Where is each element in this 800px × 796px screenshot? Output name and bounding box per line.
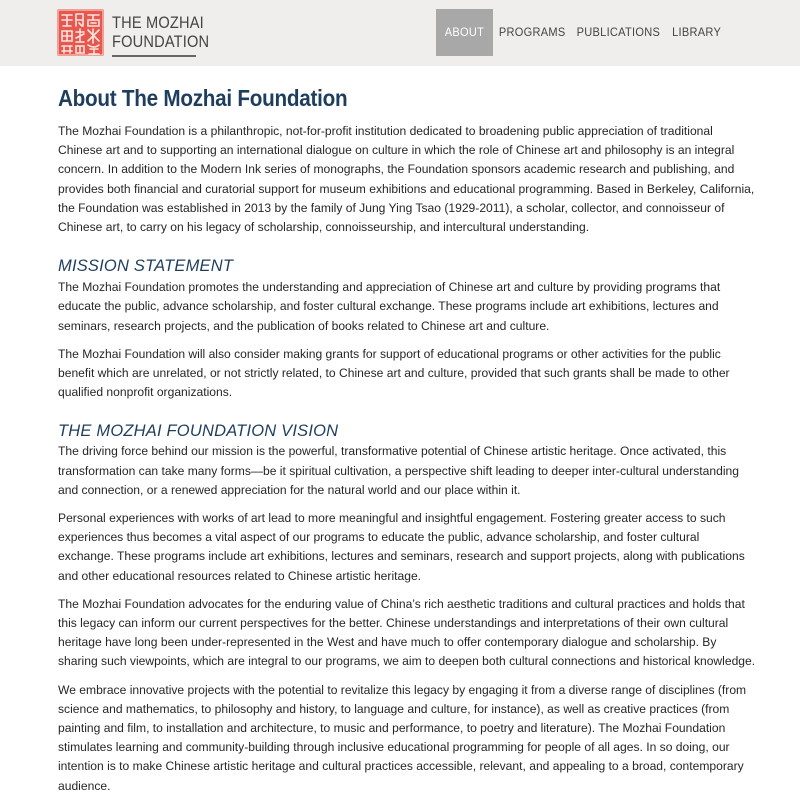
vision-paragraph-2: Personal experiences with works of art lead to more meaningful and insightful engagement. Fostering greater access to such experiences thus becomes a vital aspect of our programs to educate the public, advance scholarship, and foster cultural exchange. These programs include art exhibitions, lectures and seminars, research and support projects, along with publications and other educational resources related to Chinese artistic heritage. [58, 511, 745, 583]
nav-about-label: ABOUT [444, 25, 485, 39]
mission-paragraph-2: The Mozhai Foundation will also consider making grants for support of educational programs or other activities for the public benefit which are unrelated, or not strictly related, to Chinese art and culture, provided that such grants shall be made to other qualified nonprofit organizations. [58, 346, 730, 400]
vision-heading: THE MOZHAI FOUNDATION VISION [58, 422, 339, 441]
nav-programs[interactable] [493, 9, 571, 56]
nav-publications[interactable] [571, 9, 665, 56]
intro-paragraph: The Mozhai Foundation is a philanthropic, not-for-profit institution dedicated to broadening public appreciation of traditional Chinese art and to supporting an international dialogue on culture in which the role of Chinese art and philosophy is an integral concern. In addition to the Modern Ink series of monographs, the Foundation sponsors academic research and publishing, and provides both financial and curatorial support for museum exhibitions and educational programming. Based in Berkeley, California, the Foundation was established in 2013 by the family of Jung Ying Tsao (1929-2011), a scholar, collector, and connoisseur of Chinese art, to carry on his legacy of scholarship, connoisseurship, and intercultural understanding. [58, 124, 755, 235]
nav-library[interactable] [665, 9, 729, 56]
nav-programs-label: PROGRAMS [498, 25, 566, 39]
nav-about[interactable] [436, 9, 493, 56]
nav-publications-label: PUBLICATIONS [576, 25, 660, 39]
site-header [0, 0, 800, 66]
brand-line-2: FOUNDATION [112, 32, 210, 51]
main-content [58, 84, 758, 796]
brand-underline [112, 55, 196, 57]
brand-line-1: THE MOZHAI [112, 13, 204, 32]
red-seal-logo-icon[interactable] [57, 9, 104, 56]
nav-library-label: LIBRARY [672, 25, 722, 39]
vision-paragraph-4: We embrace innovative projects with the potential to revitalize this legacy by engaging it from a diverse range of disciplines (from science and mathematics, to philosophy and history, to language and culture, for instance), as well as creative practices (from painting and film, to installation and architecture, to music and performance, to poetry and literature). The Mozhai Foundation stimulates learning and community-building through inclusive educational programming for people of all ages. In so doing, our intention is to make Chinese artistic heritage and cultural practices accessible, relevant, and appealing to a broad, contemporary audience. [58, 682, 747, 793]
mission-paragraph-1: The Mozhai Foundation promotes the understanding and appreciation of Chinese art and culture by providing programs that educate the public, advance scholarship, and foster cultural exchange. These programs include art exhibitions, lectures and seminars, research projects, and the publication of books related to Chinese art and culture. [58, 280, 721, 333]
mission-heading: MISSION STATEMENT [58, 257, 234, 276]
brand-name[interactable] [112, 13, 210, 51]
vision-paragraph-3: The Mozhai Foundation advocates for the enduring value of China’s rich aesthetic traditions and cultural practices and holds that this legacy can inform our current perspectives for the better. Chinese understandings and interpretations of their own cultural heritage have long been under-represented in the West and have much to offer contemporary dialogue and scholarship. By sharing such viewpoints, which are integral to our programs, we aim to deepen both cultural connections and historical knowledge. [58, 596, 756, 669]
page-title: About The Mozhai Foundation [58, 85, 348, 111]
vision-paragraph-1: The driving force behind our mission is the powerful, transformative potential of Chinese artistic heritage. Once activated, this transformation can take many forms—be it spiritual cultivation, a perspective shift leading to deeper inter-cultural understanding and connection, or a renewed appreciation for the natural world and our place within it. [58, 444, 739, 497]
